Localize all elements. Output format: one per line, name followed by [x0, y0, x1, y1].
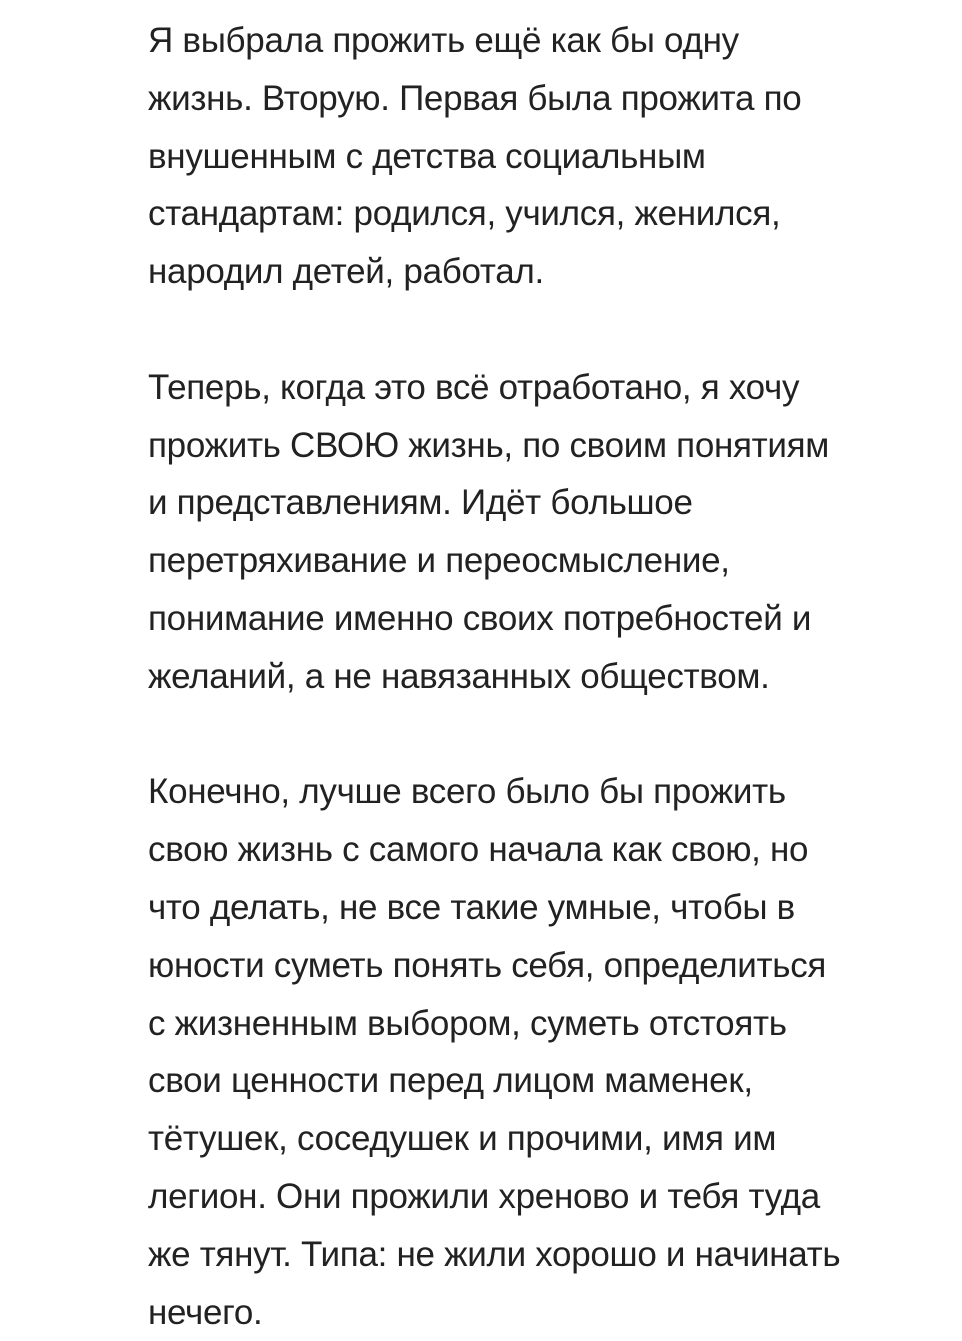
text-line: что делать, не все такие умные, чтобы в [148, 887, 795, 927]
text-line: же тянут. Типа: не жили хорошо и начинать [148, 1234, 841, 1274]
text-line: желаний, а не навязанных обществом. [148, 656, 770, 696]
text-line: нечего. [148, 1292, 263, 1332]
paragraph-1 [148, 12, 938, 301]
text-line: с жизненным выбором, суметь отстоять [148, 1003, 787, 1043]
article-text [148, 12, 938, 1341]
text-line: свою жизнь с самого начала как свою, но [148, 830, 809, 870]
text-line: народил детей, работал. [148, 252, 544, 292]
text-line: внушенным с детства социальным [148, 136, 706, 176]
text-line: Теперь, когда это всё отработано, я хочу [148, 367, 800, 407]
text-line: жизнь. Вторую. Первая была прожита по [148, 78, 802, 118]
text-line: прожить СВОЮ жизнь, по своим понятиям [148, 425, 830, 465]
text-line: и представлениям. Идёт большое [148, 483, 693, 523]
text-line: перетряхивание и переосмысление, [148, 541, 730, 581]
text-line: юности суметь понять себя, определиться [148, 945, 827, 985]
paragraph-spacer [148, 706, 938, 764]
paragraph-spacer [148, 301, 938, 359]
text-line: Конечно, лучше всего было бы прожить [148, 772, 786, 812]
paragraph-2 [148, 359, 938, 706]
text-line: Я выбрала прожить ещё как бы одну [148, 21, 739, 60]
text-line: свои ценности перед лицом маменек, [148, 1061, 753, 1101]
text-line: стандартам: родился, учился, женился, [148, 194, 781, 234]
text-line: легион. Они прожили хреново и тебя туда [148, 1176, 820, 1216]
text-line: тётушек, соседушек и прочими, имя им [148, 1119, 777, 1159]
paragraph-3 [148, 763, 938, 1341]
text-line: понимание именно своих потребностей и [148, 598, 812, 638]
